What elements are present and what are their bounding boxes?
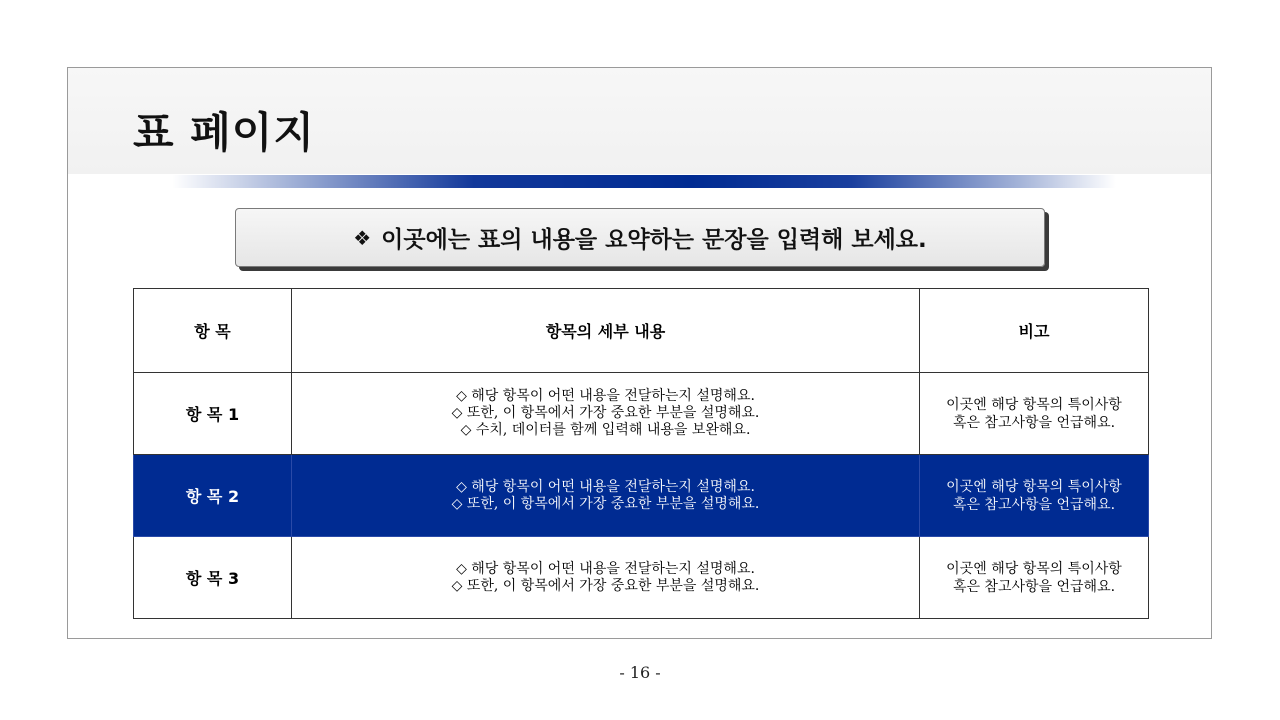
detail-line: ◇ 또한, 이 항목에서 가장 중요한 부분을 설명해요. (451, 495, 760, 512)
row-note (920, 373, 1149, 455)
data-table (133, 288, 1149, 619)
diamond-bullet-icon: ❖ (353, 225, 372, 250)
row-item-label: 항 목 1 (134, 373, 292, 455)
note-line: 혹은 참고사항을 언급해요. (952, 578, 1116, 595)
note-line: 혹은 참고사항을 언급해요. (952, 414, 1116, 431)
row-detail (292, 537, 920, 619)
detail-line: ◇ 또한, 이 항목에서 가장 중요한 부분을 설명해요. (451, 405, 760, 421)
header-detail: 항목의 세부 내용 (292, 289, 920, 373)
detail-line: ◇ 해당 항목이 어떤 내용을 전달하는지 설명해요. (456, 560, 755, 577)
header-note: 비고 (920, 289, 1149, 373)
header-item: 항 목 (134, 289, 292, 373)
detail-line: ◇ 해당 항목이 어떤 내용을 전달하는지 설명해요. (456, 388, 755, 404)
row-item-label: 항 목 2 (134, 455, 292, 537)
summary-box (235, 208, 1045, 267)
page-number: - 16 - (619, 663, 661, 682)
detail-line: ◇ 또한, 이 항목에서 가장 중요한 부분을 설명해요. (451, 577, 760, 594)
table-row (134, 537, 1149, 619)
row-note (920, 537, 1149, 619)
row-item-label: 항 목 3 (134, 537, 292, 619)
table-row (134, 373, 1149, 455)
note-line: 이곳엔 해당 항목의 특이사항 (946, 478, 1122, 495)
detail-line: ◇ 해당 항목이 어떤 내용을 전달하는지 설명해요. (456, 478, 755, 495)
detail-line: ◇ 수치, 데이터를 함께 입력해 내용을 보완해요. (460, 422, 751, 438)
table-header-row (134, 289, 1149, 373)
note-line: 이곳엔 해당 항목의 특이사항 (946, 560, 1122, 577)
summary-text: 이곳에는 표의 내용을 요약하는 문장을 입력해 보세요. (381, 227, 927, 253)
row-detail (292, 373, 920, 455)
row-note (920, 455, 1149, 537)
title-gradient-rule (172, 175, 1116, 188)
row-detail (292, 455, 920, 537)
table-row-highlighted (134, 455, 1149, 537)
note-line: 혹은 참고사항을 언급해요. (952, 496, 1116, 513)
note-line: 이곳엔 해당 항목의 특이사항 (946, 396, 1122, 413)
page-title: 표 페이지 (133, 108, 315, 157)
